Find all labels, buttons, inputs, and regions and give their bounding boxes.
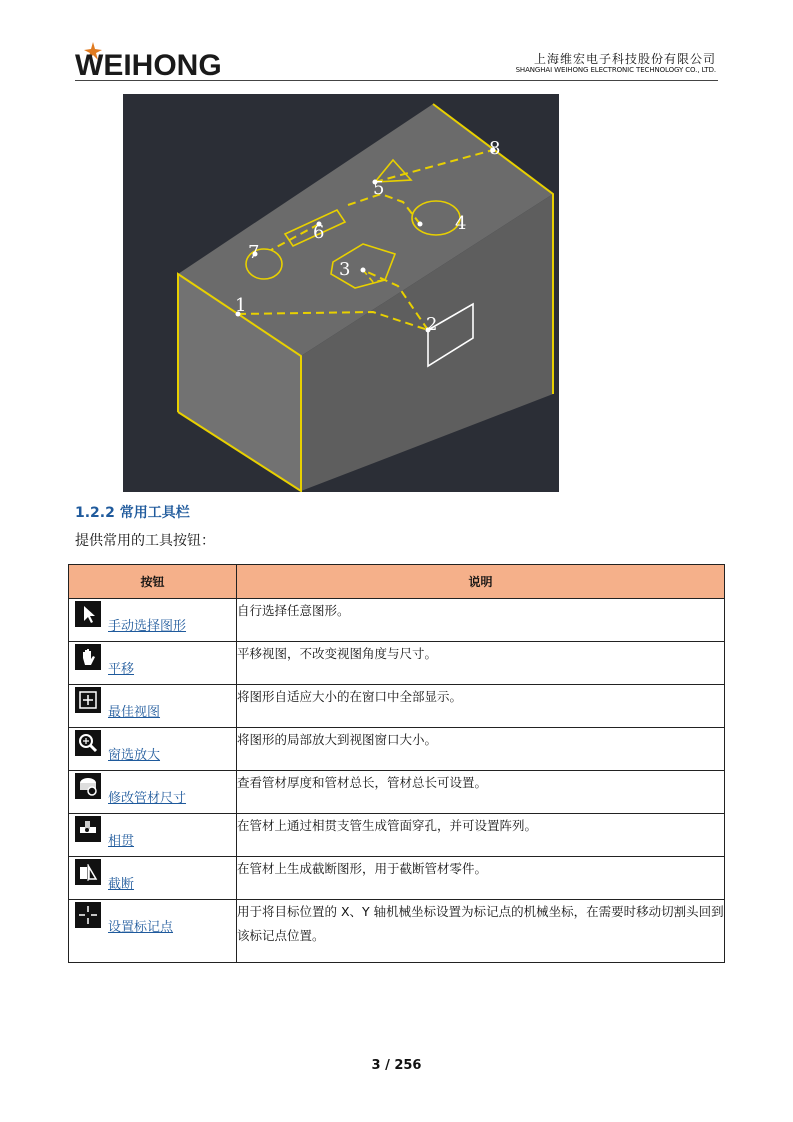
section-intro: 提供常用的工具按钮： — [75, 533, 215, 549]
cursor-arrow-icon — [75, 601, 101, 627]
page-number: 3 / 256 — [371, 1058, 422, 1073]
intersect-icon — [75, 816, 101, 842]
point-label-2: 2 — [426, 314, 438, 335]
logo-text: WEIHONG — [75, 49, 222, 78]
company-name-cn: 上海维宏电子科技股份有限公司 — [533, 52, 716, 66]
table-row — [69, 771, 725, 814]
intersect-link[interactable]: 相贯 — [108, 834, 135, 849]
window-zoom-link[interactable]: 窗选放大 — [108, 748, 161, 763]
pan-link[interactable]: 平移 — [108, 662, 135, 677]
point-label-4: 4 — [455, 213, 467, 234]
table-row — [69, 685, 725, 728]
weihong-logo — [75, 40, 245, 78]
section-title: 1.2.2 常用工具栏 — [75, 505, 190, 521]
table-row — [69, 857, 725, 900]
hand-pan-icon — [75, 644, 101, 670]
table-row — [69, 642, 725, 685]
row-description: 查看管材厚度和管材总长，管材总长可设置。 — [237, 771, 725, 814]
tube-path-figure — [123, 94, 559, 492]
manual-select-link[interactable]: 手动选择图形 — [108, 619, 187, 634]
point-label-7: 7 — [248, 242, 260, 263]
point-label-5: 5 — [373, 178, 385, 199]
table-row — [69, 728, 725, 771]
row-description: 在管材上生成截断图形，用于截断管材零件。 — [237, 857, 725, 900]
crosshair-mark-icon — [75, 902, 101, 928]
row-description: 平移视图，不改变视图角度与尺寸。 — [237, 642, 725, 685]
table-row — [69, 900, 725, 963]
cut-off-link[interactable]: 截断 — [108, 877, 135, 892]
header-button: 按钮 — [69, 565, 237, 599]
point-label-1: 1 — [235, 295, 247, 316]
zoom-window-icon — [75, 730, 101, 756]
point-label-8: 8 — [489, 138, 501, 159]
page-header — [75, 36, 718, 81]
header-description: 说明 — [237, 565, 725, 599]
tube-3d-diagram — [123, 94, 559, 492]
row-description: 将图形自适应大小的在窗口中全部显示。 — [237, 685, 725, 728]
company-name-en: SHANGHAI WEIHONG ELECTRONIC TECHNOLOGY CO., LTD. — [515, 66, 716, 74]
tube-size-icon — [75, 773, 101, 799]
set-mark-point-link[interactable]: 设置标记点 — [108, 920, 174, 935]
table-row — [69, 814, 725, 857]
point-label-6: 6 — [313, 222, 325, 243]
fit-view-icon — [75, 687, 101, 713]
modify-tube-size-link[interactable]: 修改管材尺寸 — [108, 791, 187, 806]
row-description: 将图形的局部放大到视图窗口大小。 — [237, 728, 725, 771]
row-description: 在管材上通过相贯支管生成管面穿孔，并可设置阵列。 — [237, 814, 725, 857]
table-header-row — [69, 565, 725, 599]
toolbar-table — [68, 564, 725, 963]
table-row — [69, 599, 725, 642]
row-description: 用于将目标位置的 X、Y 轴机械坐标设置为标记点的机械坐标，在需要时移动切割头回到该标记点位置。 — [237, 900, 725, 963]
point-label-3: 3 — [339, 259, 351, 280]
row-description: 自行选择任意图形。 — [237, 599, 725, 642]
cut-off-icon — [75, 859, 101, 885]
best-view-link[interactable]: 最佳视图 — [108, 705, 161, 720]
